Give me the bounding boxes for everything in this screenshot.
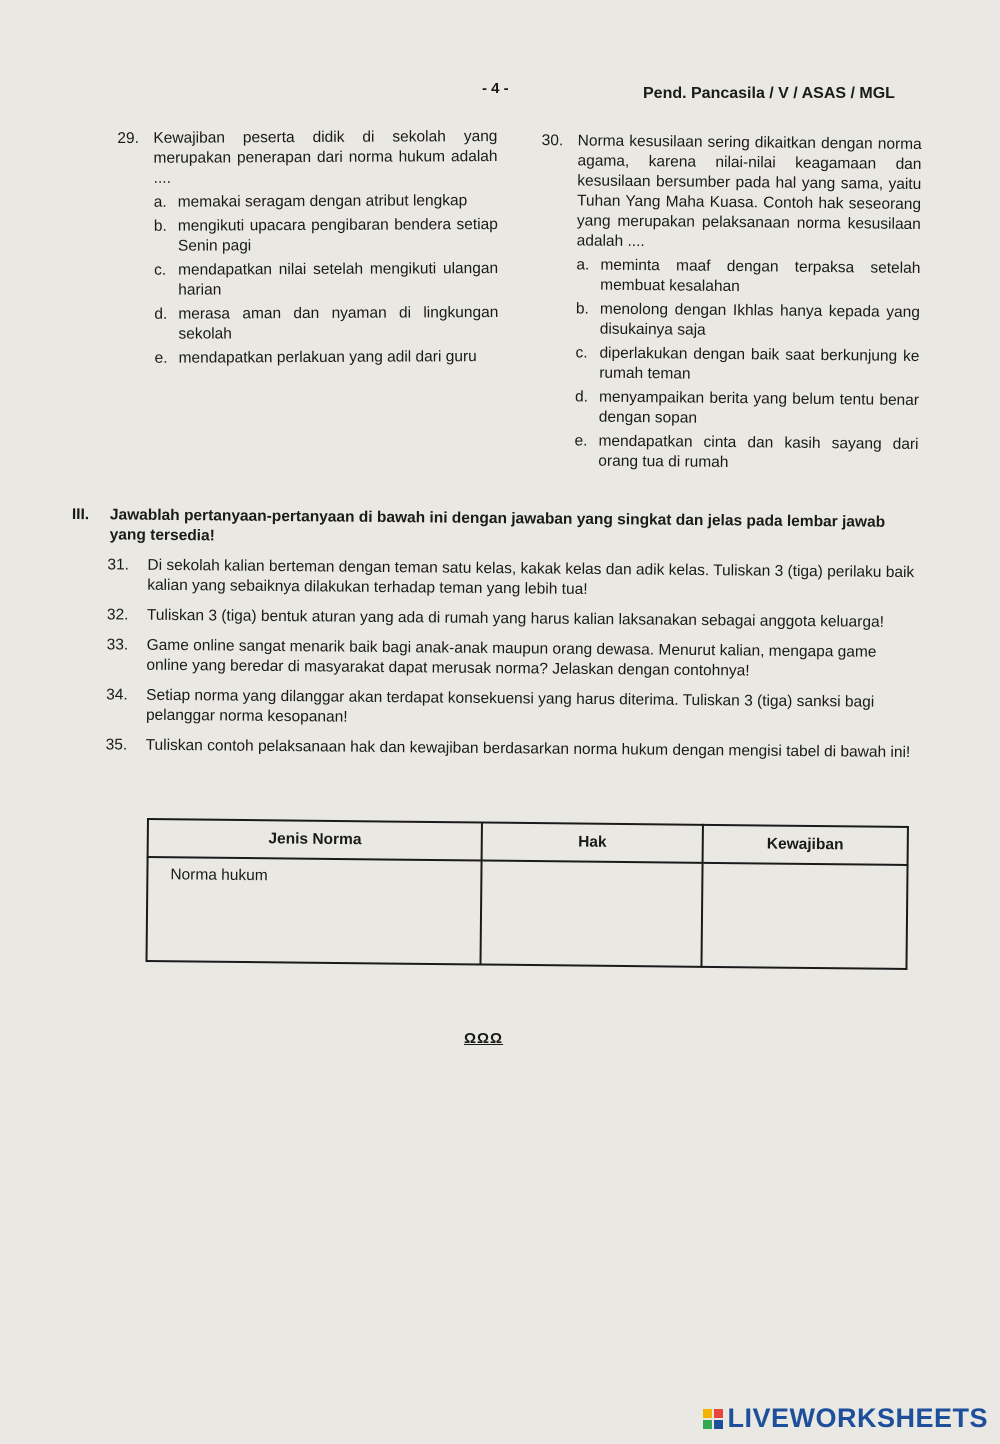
option-29d[interactable] [154,303,498,345]
logo-square [703,1409,712,1418]
option-letter: c. [154,261,167,279]
option-30a[interactable] [576,255,920,299]
option-text: menolong dengan Ikhlas hanya kepada yang disukainya saja [599,300,921,339]
option-30b[interactable] [576,299,920,343]
question-text: Setiap norma yang dilanggar akan terdapat konsekuensi yang harus diterima. Tuliskan 3 (tiga) sanksi bagi pelanggar norma kesopanan! [145,686,875,726]
subject-header: Pend. Pancasila / V / ASAS / MGL [643,85,895,102]
liveworksheets-logo-icon [703,1409,723,1429]
logo-square [714,1409,723,1418]
option-29c[interactable] [154,259,498,301]
question-29 [117,127,497,189]
question-number: 29. [117,129,140,147]
question-text: Tuliskan 3 (tiga) bentuk aturan yang ada di rumah yang harus kalian laksanakan sebagai anggota keluarga! [146,606,885,631]
option-text: diperlakukan dengan baik saat berkunjung ke rumah teman [599,344,920,383]
option-text: memakai seragam dengan atribut lengkap [177,192,468,211]
option-letter: d. [154,305,168,323]
option-text: menyampaikan berita yang belum tentu benar dengan sopan [598,388,920,427]
question-text: Game online sangat menarik baik bagi anak-anak maupun orang dewasa. Menurut kalian, mengapa game online yang beredar di masyarakat dapat merusak norma? Jelaskan dengan contohnya! [146,636,877,680]
section-number: III. [71,505,90,524]
question-number: 33. [106,636,129,654]
left-column [117,127,498,373]
option-letter: e. [574,432,588,450]
option-30e[interactable] [574,431,918,475]
option-text: meminta maaf dengan terpaksa setelah membuat kesalahan [600,256,921,296]
table-row [147,857,908,969]
liveworksheets-watermark [703,1403,988,1434]
option-letter: b. [575,300,589,318]
option-text: mendapatkan perlakuan yang adil dari guru [178,348,477,367]
section-essay [70,505,917,763]
option-text: mendapatkan nilai setelah mengikuti ulangan harian [178,260,499,299]
page-number: - 4 - [482,80,509,97]
header-kewajiban: Kewajiban [702,825,908,865]
question-number: 35. [105,736,128,754]
options-30 [574,255,920,475]
option-29b[interactable] [154,215,498,257]
section-instruction: Jawablah pertanyaan-pertanyaan di bawah ini dengan jawaban yang singkat dan jelas pada lembar jawab yang tersedia! [109,506,886,545]
option-letter: b. [153,217,167,235]
option-text: merasa aman dan nyaman di lingkungan sekolah [178,304,499,343]
option-letter: e. [154,349,168,367]
question-number: 32. [106,606,129,624]
cell-kewajiban-answer[interactable] [701,863,907,969]
section-heading [72,505,917,553]
end-mark: ΩΩΩ [464,1030,504,1047]
option-text: mengikuti upacara pengibaran bendera setiap Senin pagi [177,216,498,255]
header-hak: Hak [482,823,703,863]
options-29 [154,191,499,369]
question-number: 31. [107,556,130,574]
question-30 [541,131,922,255]
question-number: 30. [541,132,564,150]
option-letter: a. [153,193,167,211]
option-30d[interactable] [575,387,919,431]
logo-square [703,1420,712,1429]
watermark-text: LIVEWORKSHEETS [727,1403,988,1433]
essay-question-35 [106,735,915,763]
option-letter: c. [575,344,588,362]
norma-table [145,818,908,970]
header-jenis-norma: Jenis Norma [148,819,483,860]
question-text: Norma kesusilaan sering dikaitkan dengan norma agama, karena nilai-nilai keagamaan dan kesusilaan bersumber pada hal yang sama, yaitu Tuhan Yang Maha Kuasa. Contoh hak seseorang yang merupakan pelaksanaan norma kesusilaan adalah .... [576,132,922,251]
option-letter: a. [576,256,590,274]
question-text: Kewajiban peserta didik di sekolah yang merupakan penerapan dari norma hukum adalah .... [153,128,498,187]
question-number: 34. [106,686,128,704]
essay-question-31 [107,555,916,603]
essay-question-33 [106,635,915,683]
option-29e[interactable] [155,347,499,369]
essay-question-34 [106,685,915,733]
option-text: mendapatkan cinta dan kasih sayang dari orang tua di rumah [598,432,919,471]
logo-square [714,1420,723,1429]
right-column [538,131,922,479]
option-30c[interactable] [575,343,919,387]
question-text: Di sekolah kalian berteman dengan teman satu kelas, kakak kelas dan adik kelas. Tuliskan 3 (tiga) perilaku baik kalian yang sebaiknya dilakukan terhadap teman yang lebih tua! [147,556,915,598]
essay-question-32 [107,605,916,633]
option-29a[interactable] [154,191,498,213]
option-letter: d. [574,388,589,406]
question-text: Tuliskan contoh pelaksanaan hak dan kewajiban berdasarkan norma hukum dengan mengisi tabel di bawah ini! [145,736,911,762]
cell-jenis-norma: Norma hukum [147,857,482,964]
cell-hak-answer[interactable] [481,861,702,967]
